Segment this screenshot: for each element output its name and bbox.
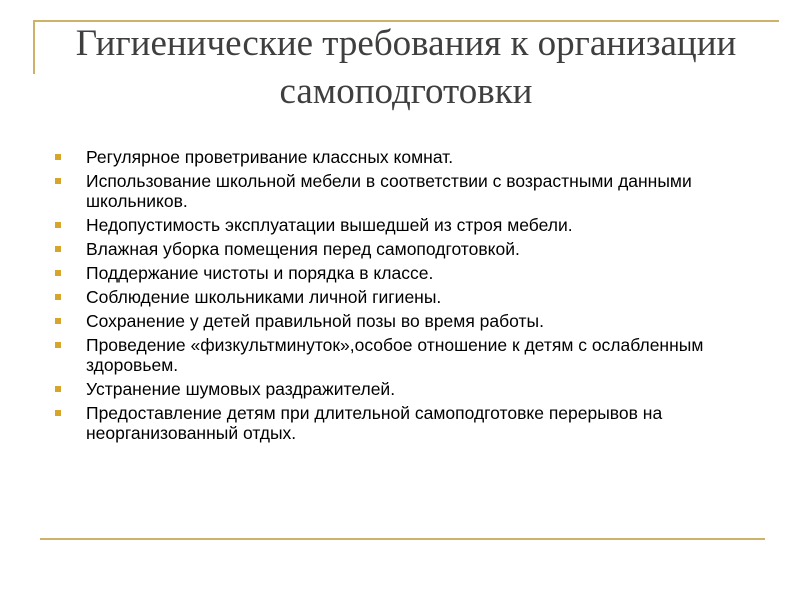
list-item-text: Использование школьной мебели в соответствии с возрастными данными школьников. <box>86 171 692 211</box>
list-item-text: Регулярное проветривание классных комнат. <box>86 147 454 167</box>
bullet-square-icon <box>55 178 61 184</box>
list-item-text: Поддержание чистоты и порядка в классе. <box>86 263 434 283</box>
list-item-text: Устранение шумовых раздражителей. <box>86 379 396 399</box>
list-item-text: Влажная уборка помещения перед самоподготовкой. <box>86 239 520 259</box>
bullet-square-icon <box>55 318 61 324</box>
list-item <box>52 171 752 211</box>
list-item <box>52 147 752 167</box>
list-item <box>52 379 752 399</box>
bullet-square-icon <box>55 154 61 160</box>
list-item <box>52 403 752 443</box>
bullet-square-icon <box>55 386 61 392</box>
frame-left-line <box>33 20 35 74</box>
list-item-text: Проведение «физкультминуток»,особое отношение к детям с ослабленным здоровьем. <box>86 335 704 375</box>
bullet-square-icon <box>55 294 61 300</box>
title-line-2: самоподготовки <box>279 71 533 112</box>
list-item-text: Соблюдение школьниками личной гигиены. <box>86 287 442 307</box>
list-item <box>52 263 752 283</box>
list-item <box>52 239 752 259</box>
bullet-square-icon <box>55 342 61 348</box>
title-line-1: Гигиенические требования к организации <box>75 23 737 64</box>
list-item-text: Недопустимость эксплуатации вышедшей из строя мебели. <box>86 215 573 235</box>
slide-title <box>36 20 776 116</box>
list-item-text: Сохранение у детей правильной позы во время работы. <box>86 311 544 331</box>
list-item <box>52 335 752 375</box>
bullet-square-icon <box>55 270 61 276</box>
bullet-square-icon <box>55 222 61 228</box>
bullet-square-icon <box>55 246 61 252</box>
bullet-square-icon <box>55 410 61 416</box>
list-item <box>52 215 752 235</box>
frame-bottom-line <box>40 538 765 540</box>
list-item <box>52 311 752 331</box>
list-item-text: Предоставление детям при длительной самоподготовке перерывов на неорганизованный отдых. <box>86 403 663 443</box>
bullet-list <box>52 147 752 447</box>
list-item <box>52 287 752 307</box>
